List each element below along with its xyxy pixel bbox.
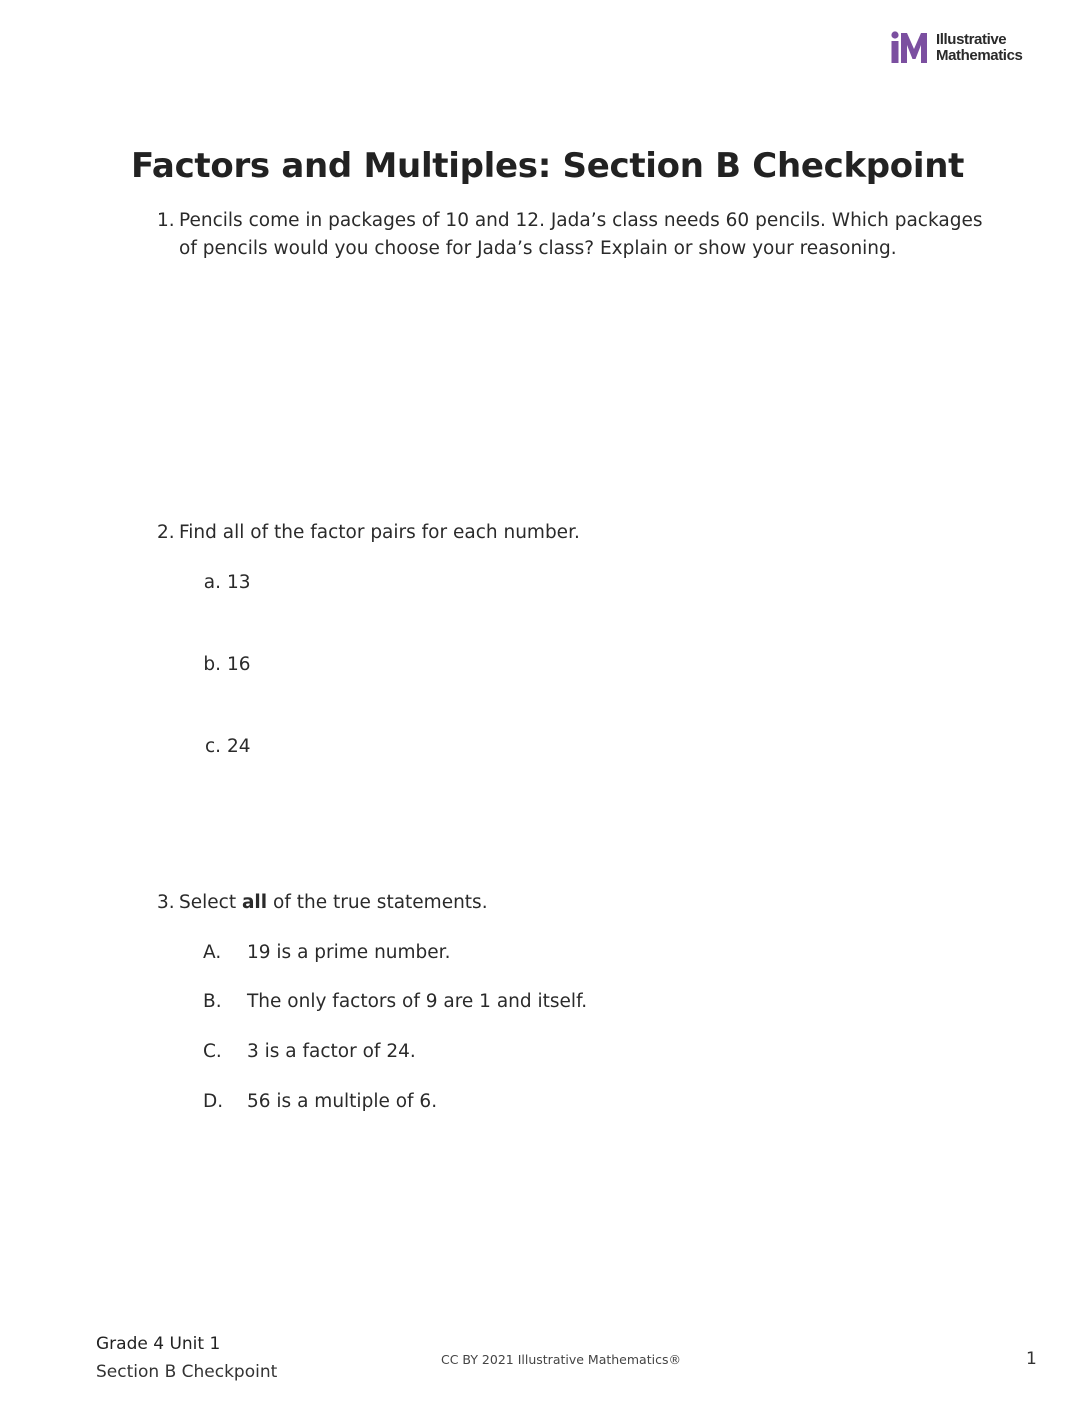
footer-section: Section B Checkpoint	[96, 1362, 278, 1382]
part-label: b.	[203, 654, 221, 675]
illustrative-mathematics-logo	[890, 31, 1040, 67]
option-label: B.	[203, 991, 222, 1012]
footer-grade-unit: Grade 4 Unit 1	[96, 1334, 221, 1354]
im-logo-icon	[890, 31, 930, 65]
page-number: 1	[1026, 1349, 1037, 1369]
option-text: The only factors of 9 are 1 and itself.	[247, 991, 588, 1012]
question-2	[157, 519, 999, 547]
logo-wordmark	[936, 32, 1022, 64]
page-title: Factors and Multiples: Section B Checkpoint	[131, 146, 965, 186]
factor-part-c	[204, 733, 251, 761]
part-value: 13	[227, 572, 251, 593]
question-text-before: Select	[179, 892, 242, 913]
part-value: 16	[227, 654, 251, 675]
question-number: 1.	[157, 210, 175, 231]
option-label: A.	[203, 942, 222, 963]
part-value: 24	[227, 736, 251, 757]
question-3	[157, 889, 999, 917]
factor-part-b	[203, 651, 251, 679]
logo-line-2: Mathematics	[936, 47, 1023, 64]
part-label: c.	[204, 736, 221, 757]
option-label: D.	[203, 1091, 224, 1112]
question-1	[157, 207, 999, 263]
option-d[interactable]	[203, 1088, 438, 1116]
option-label: C.	[203, 1041, 222, 1062]
question-text: Find all of the factor pairs for each number.	[179, 522, 580, 543]
factor-part-a	[203, 569, 251, 597]
option-text: 19 is a prime number.	[247, 942, 451, 963]
option-text: 3 is a factor of 24.	[247, 1041, 416, 1062]
question-number: 2.	[157, 522, 175, 543]
part-label: a.	[203, 572, 221, 593]
footer-license: CC BY 2021 Illustrative Mathematics®	[441, 1352, 681, 1367]
question-number: 3.	[157, 892, 175, 913]
logo-line-1: Illustrative	[936, 31, 1007, 48]
question-text-after: of the true statements.	[267, 892, 488, 913]
question-text-bold: all	[241, 892, 268, 913]
option-text: 56 is a multiple of 6.	[247, 1091, 438, 1112]
option-a[interactable]	[203, 939, 451, 967]
question-text	[179, 892, 488, 913]
option-c[interactable]	[203, 1038, 416, 1066]
question-text: Pencils come in packages of 10 and 12. Jada’s class needs 60 pencils. Which packages of pencils would you choose for Jada’s class? Explain or show your reasoning.	[179, 210, 983, 259]
option-b[interactable]	[203, 988, 588, 1016]
